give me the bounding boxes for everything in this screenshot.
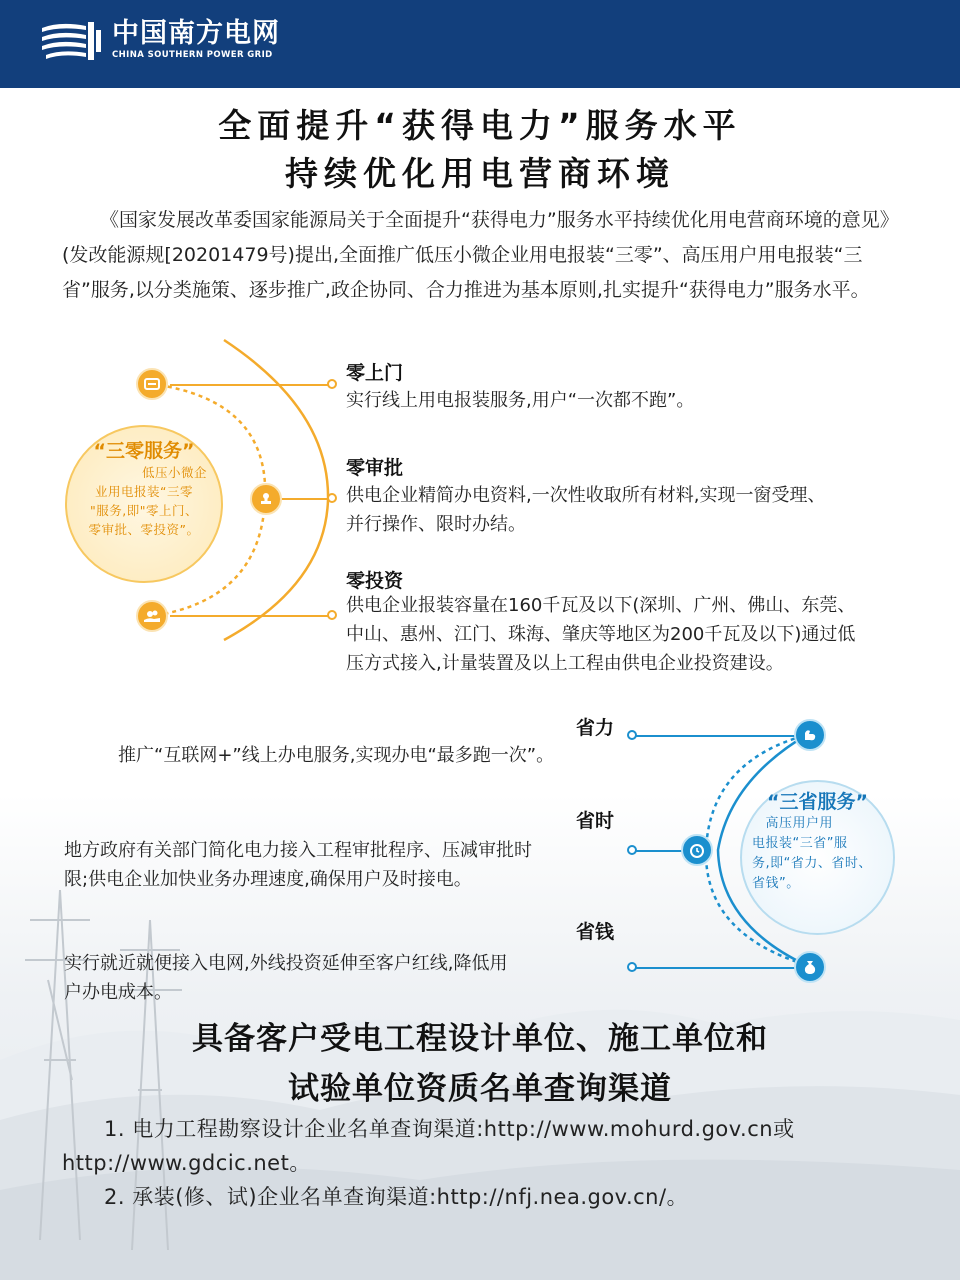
- zero-invest-text-line: 压方式接入,计量装置及以上工程由供电企业投资建设。: [346, 653, 784, 674]
- save-money-text-line: 户办电成本。: [64, 982, 172, 1003]
- query-title-line2: 试验单位资质名单查询渠道: [288, 1071, 672, 1107]
- logo-english-name: CHINA SOUTHERN POWER GRID: [112, 50, 273, 60]
- logo-chinese-name: 中国南方电网: [112, 18, 280, 49]
- three-zero-desc-line: "服务,即"零上门、: [90, 503, 198, 518]
- coins-hand-icon: [136, 600, 168, 632]
- query-item-2: 2. 承装(修、试)企业名单查询渠道:http://nfj.nea.gov.cn/。: [104, 1185, 689, 1209]
- three-save-circle: [740, 780, 895, 935]
- connector-dot: [627, 962, 637, 972]
- zero-invest-text-line: 供电企业报装容量在160千瓦及以下(深圳、广州、佛山、东莞、: [346, 595, 856, 616]
- intro-paragraph: 《国家发展改革委国家能源局关于全面提升“获得电力”服务水平持续优化用电营商环境的意见》(发改能源规[20201479号)提出,全面推广低压小微企业用电报装“三零”、高压用户用电报装“三省”服务,以分类施策、逐步推广,政企协同、合力推进为基本原则,扎实提升“获得电力”服务水平。: [62, 209, 899, 301]
- zero-approval-text-line: 供电企业精简办电资料,一次性收取所有材料,实现一窗受理、: [346, 485, 826, 506]
- three-save-title: “三省服务”: [767, 791, 868, 813]
- three-zero-desc-line: 零审批、零投资”。: [88, 522, 200, 537]
- logo: [40, 18, 280, 62]
- connector-dot: [327, 493, 337, 503]
- stamp-icon: [250, 483, 282, 515]
- three-zero-title: “三零服务”: [93, 440, 195, 462]
- main-title-line2: 持续优化用电营商环境: [285, 154, 675, 193]
- connector-line: [635, 967, 805, 969]
- connector-line: [635, 735, 805, 737]
- save-money-heading: 省钱: [576, 921, 615, 943]
- zero-approval-text-line: 并行操作、限时办结。: [346, 514, 526, 535]
- connector-line: [282, 498, 332, 500]
- three-save-desc-line: 省钱”。: [752, 876, 800, 891]
- three-zero-desc-line: 低压小微企: [141, 465, 207, 480]
- connector-dot: [327, 610, 337, 620]
- zero-door-heading: 零上门: [346, 362, 404, 384]
- money-bag-icon: [794, 951, 826, 983]
- save-time-text-line: 限;供电企业加快业务办理速度,确保用户及时接电。: [64, 869, 472, 890]
- zero-invest-text-line: 中山、惠州、江门、珠海、肇庆等地区为200千瓦及以下)通过低: [346, 624, 856, 645]
- clock-icon: [681, 834, 713, 866]
- query-links: [62, 1112, 912, 1214]
- zero-approval-heading: 零审批: [346, 457, 404, 479]
- zero-door-text: 实行线上用电报装服务,用户“一次都不跑”。: [346, 390, 695, 411]
- three-save-desc-line: 务,即“省力、省时、: [752, 856, 872, 871]
- connector-dot: [627, 845, 637, 855]
- save-money-text-line: 实行就近就便接入电网,外线投资延伸至客户红线,降低用: [64, 953, 508, 974]
- three-zero-desc-line: 业用电报装“三零: [95, 484, 193, 499]
- connector-dot: [327, 379, 337, 389]
- muscle-icon: [794, 719, 826, 751]
- header-bar: [0, 0, 960, 88]
- save-time-text-line: 地方政府有关部门简化电力接入工程审批程序、压减审批时: [64, 840, 532, 861]
- three-save-desc-line: 电报装“三省”服: [752, 836, 848, 851]
- zero-solid-arc: [220, 330, 340, 650]
- three-save-desc-line: 高压用户用: [752, 816, 834, 831]
- connector-dot: [627, 730, 637, 740]
- three-zero-circle: [65, 425, 223, 583]
- query-item-1-line2: http://www.gdcic.net。: [62, 1151, 311, 1175]
- connector-line: [170, 615, 332, 617]
- save-time-heading: 省时: [576, 810, 615, 832]
- save-effort-text: 推广“互联网+”线上办电服务,实现办电“最多跑一次”。: [118, 745, 555, 766]
- document-icon: [136, 368, 168, 400]
- query-title-line1: 具备客户受电工程设计单位、施工单位和: [192, 1021, 768, 1057]
- zero-invest-heading: 零投资: [346, 570, 404, 592]
- power-grid-logo-icon: [40, 18, 102, 62]
- main-title-line1: 全面提升“获得电力”服务水平: [218, 106, 742, 145]
- connector-line: [170, 384, 332, 386]
- query-item-1-line1: 1. 电力工程勘察设计企业名单查询渠道:http://www.mohurd.gov.cn或: [104, 1117, 795, 1141]
- save-effort-heading: 省力: [576, 717, 615, 739]
